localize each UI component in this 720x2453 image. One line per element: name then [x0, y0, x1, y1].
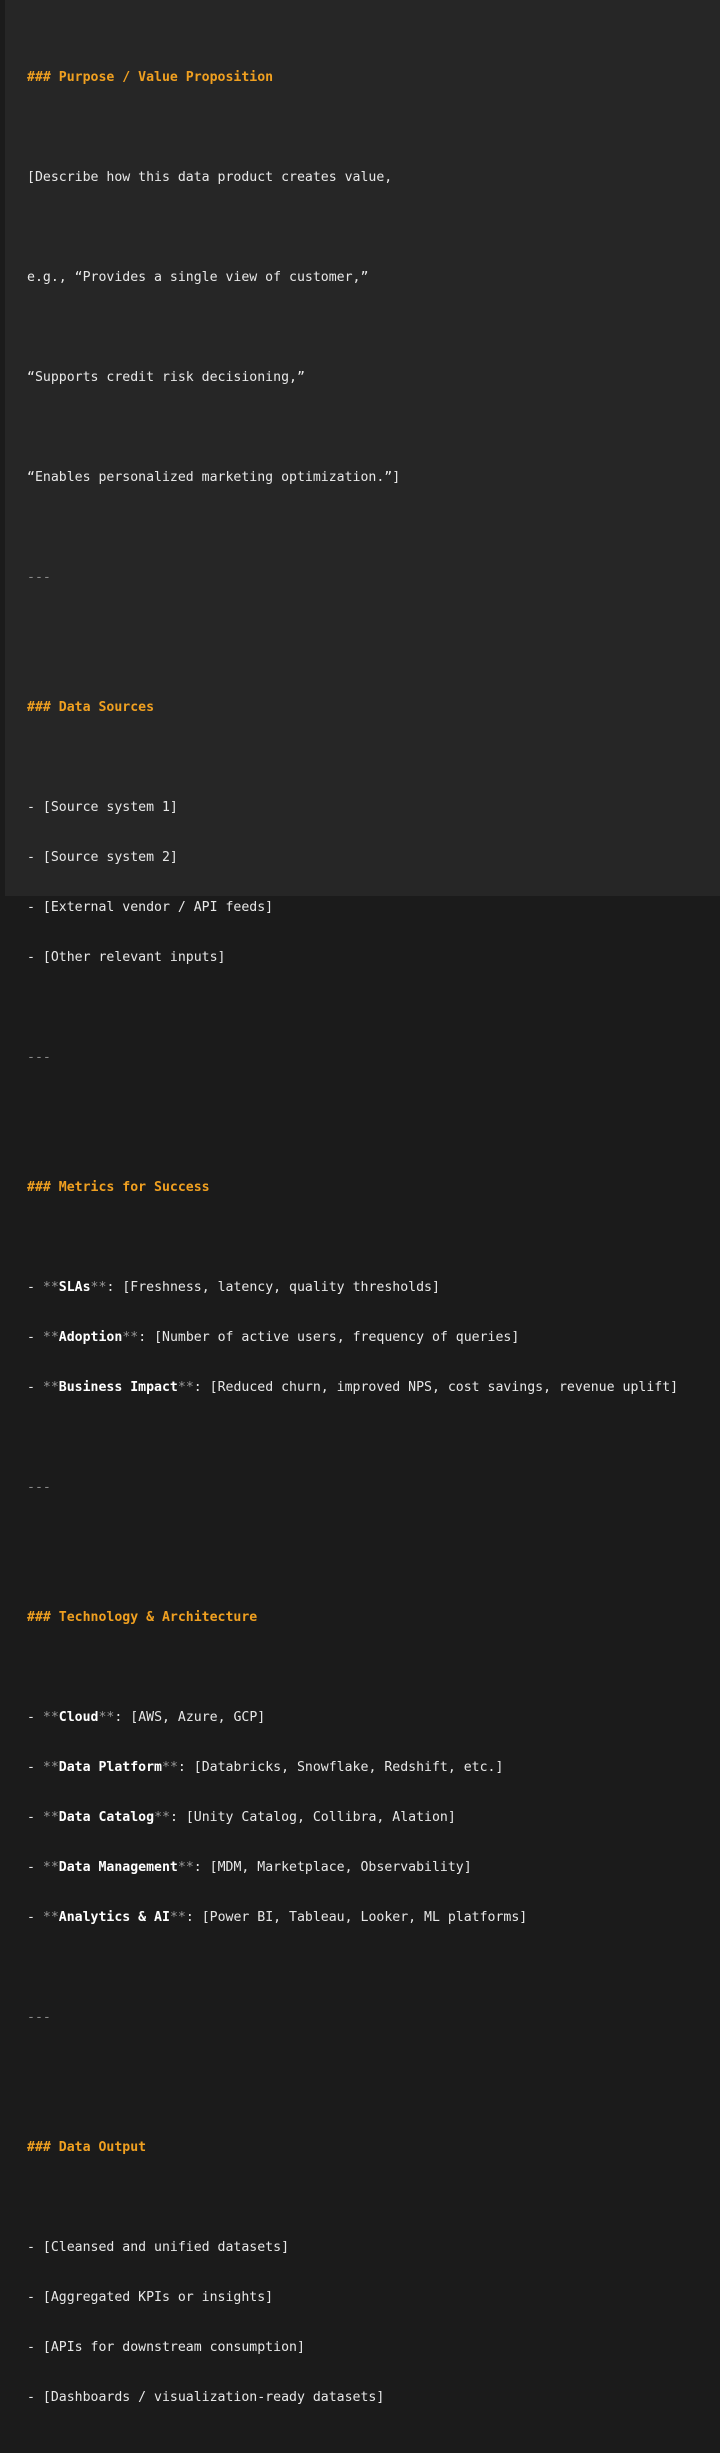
list-bullet: -	[27, 1710, 43, 1725]
section-heading-technology: ### Technology & Architecture	[27, 1610, 258, 1625]
blank-line	[27, 1658, 720, 1678]
list-item: - [Cleansed and unified datasets]	[27, 2240, 290, 2255]
blank-line	[27, 1228, 720, 1248]
item-text: : [Reduced churn, improved NPS, cost savings, revenue uplift]	[193, 1380, 679, 1395]
blank-line	[27, 418, 720, 438]
list-bullet: -	[27, 1910, 43, 1925]
markdown-editor[interactable]	[5, 0, 720, 2405]
list-item	[27, 1708, 720, 1728]
section-heading-metrics: ### Metrics for Success	[27, 1180, 210, 1195]
blank-line	[27, 998, 720, 1018]
list-bullet: -	[27, 1330, 43, 1345]
item-text: : [MDM, Marketplace, Observability]	[193, 1860, 472, 1875]
paragraph-line: “Supports credit risk decisioning,”	[27, 370, 305, 385]
bold-marker: **	[42, 1810, 59, 1825]
horizontal-rule: ---	[27, 1050, 51, 1065]
paragraph-line: e.g., “Provides a single view of customer,”	[27, 270, 369, 285]
blank-line	[27, 1428, 720, 1448]
bold-marker: **	[42, 1710, 59, 1725]
list-item: - [Source system 2]	[27, 850, 178, 865]
bold-marker: **	[98, 1710, 115, 1725]
blank-line	[27, 748, 720, 768]
horizontal-rule: ---	[27, 570, 51, 585]
list-item	[27, 1758, 720, 1778]
list-item	[27, 1378, 720, 1398]
editor-content[interactable]	[27, 8, 720, 2453]
bold-marker: **	[169, 1910, 186, 1925]
bold-label: Data Catalog	[58, 1810, 155, 1825]
list-item	[27, 1278, 720, 1298]
blank-line	[27, 1958, 720, 1978]
list-item	[27, 1328, 720, 1348]
section-heading-data-output: ### Data Output	[27, 2140, 147, 2155]
bold-marker: **	[154, 1810, 170, 1825]
bold-marker: **	[42, 1760, 59, 1775]
bold-label: Cloud	[58, 1710, 99, 1725]
list-item: - [Source system 1]	[27, 800, 178, 815]
bold-marker: **	[122, 1330, 139, 1345]
item-text: : [Databricks, Snowflake, Redshift, etc.]	[177, 1760, 504, 1775]
blank-line	[27, 318, 720, 338]
item-text: : [AWS, Azure, GCP]	[114, 1710, 266, 1725]
section-heading-purpose: ### Purpose / Value Proposition	[27, 70, 274, 85]
item-text: : [Number of active users, frequency of queries]	[138, 1330, 520, 1345]
item-text: : [Freshness, latency, quality thresholds]	[106, 1280, 440, 1295]
bold-marker: **	[42, 1280, 59, 1295]
bold-label: Analytics & AI	[58, 1910, 170, 1925]
bold-marker: **	[90, 1280, 107, 1295]
list-item	[27, 1908, 720, 1928]
list-bullet: -	[27, 1380, 43, 1395]
blank-line	[27, 1098, 720, 1118]
bold-marker: **	[177, 1860, 194, 1875]
item-text: : [Power BI, Tableau, Looker, ML platforms]	[185, 1910, 528, 1925]
blank-line	[27, 118, 720, 138]
bold-marker: **	[42, 1330, 59, 1345]
list-bullet: -	[27, 1280, 43, 1295]
horizontal-rule: ---	[27, 1480, 51, 1495]
bold-label: Business Impact	[58, 1380, 178, 1395]
bold-label: Adoption	[58, 1330, 123, 1345]
blank-line	[27, 518, 720, 538]
blank-line	[27, 2058, 720, 2078]
paragraph-line: [Describe how this data product creates value,	[27, 170, 393, 185]
bold-marker: **	[42, 1910, 59, 1925]
list-item: - [Other relevant inputs]	[27, 950, 226, 965]
section-heading-data-sources: ### Data Sources	[27, 700, 155, 715]
blank-line	[27, 218, 720, 238]
list-item: - [Aggregated KPIs or insights]	[27, 2290, 274, 2305]
blank-line	[27, 2188, 720, 2208]
bold-label: SLAs	[58, 1280, 91, 1295]
blank-line	[27, 618, 720, 638]
bold-label: Data Management	[58, 1860, 178, 1875]
bold-marker: **	[177, 1380, 194, 1395]
list-item: - [External vendor / API feeds]	[27, 900, 274, 915]
list-bullet: -	[27, 1810, 43, 1825]
paragraph-line: “Enables personalized marketing optimization.”]	[27, 470, 401, 485]
list-item	[27, 1858, 720, 1878]
bold-marker: **	[42, 1860, 59, 1875]
list-bullet: -	[27, 1760, 43, 1775]
list-item: - [Dashboards / visualization-ready datasets]	[27, 2390, 385, 2405]
item-text: : [Unity Catalog, Collibra, Alation]	[169, 1810, 456, 1825]
horizontal-rule: ---	[27, 2010, 51, 2025]
bold-marker: **	[42, 1380, 59, 1395]
list-item	[27, 1808, 720, 1828]
bold-label: Data Platform	[58, 1760, 162, 1775]
blank-line	[27, 1528, 720, 1548]
list-item: - [APIs for downstream consumption]	[27, 2340, 305, 2355]
bold-marker: **	[162, 1760, 178, 1775]
list-bullet: -	[27, 1860, 43, 1875]
